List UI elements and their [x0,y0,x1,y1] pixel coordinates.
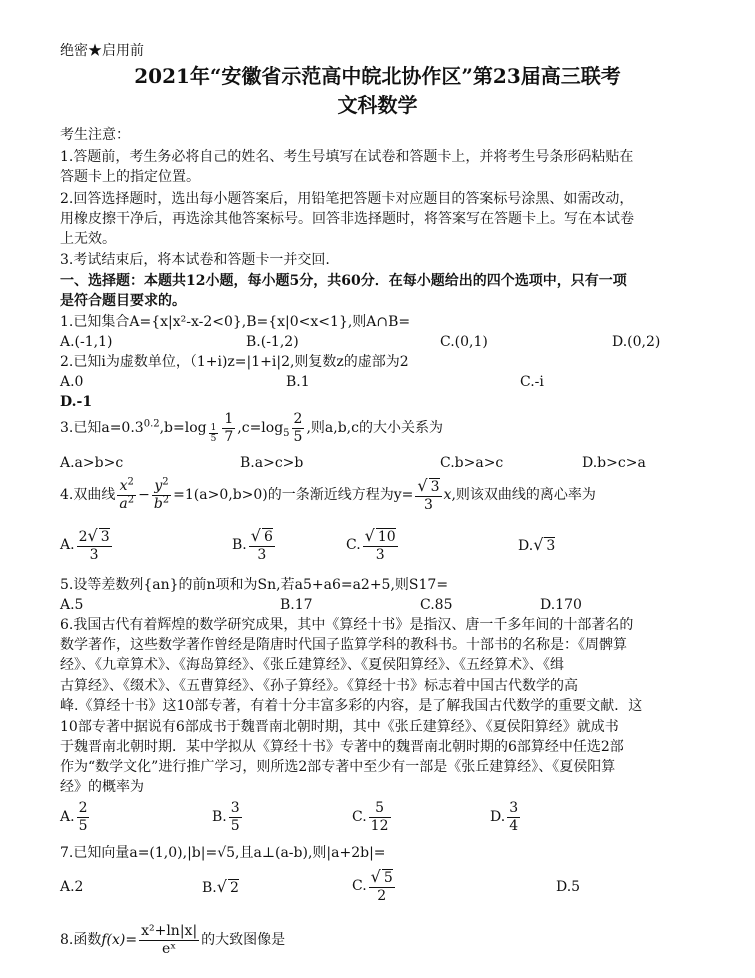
q6-option-d: D. $\frac{3}{4}$ [490,799,519,834]
q3-option-d: D.b>c>a [582,455,646,471]
q2-option-c: C.-i [520,374,544,390]
q4-option-d: D.√ 3 [518,535,556,554]
q7-option-d: D.5 [556,879,581,895]
question-6-line: 数学著作，这些数学著作曾经是隋唐时代国子监算学科的教科书。十部书的名称是：《周髀算 [60,637,627,653]
q5-option-d: D.170 [540,597,582,613]
question-8-stem: 8.函数f(x)= $\frac{\text{x²+ln|x|}}{\text{eˣ}}$ 的大致图像是 [60,922,286,957]
q4-option-c: C. $\frac{√ 10}{3}$ [346,525,396,563]
notice-line: 用橡皮擦干净后，再选涂其他答案标号。回答非选择题时，将答案写在答题卡上。写在本试卷 [60,211,634,227]
q5-option-b: B.17 [280,597,313,613]
exam-title: 2021年“安徽省示范高中皖北协作区”第23届高三联考 [134,64,621,88]
notice-line: 上无效。 [60,231,116,247]
question-6-line: 古算经》、《缀术》、《五曹算经》、《孙子算经》。《算经十书》标志着中国古代数学的高 [60,678,578,694]
q2-option-a: A.0 [60,374,84,390]
notice-line: 2.回答选择题时，选出每小题答案后，用铅笔把答题卡对应题目的答案标号涂黑、如需改动， [60,191,634,207]
q2-option-b: B.1 [286,374,310,390]
q6-option-b: B. $\frac{3}{5}$ [212,799,240,834]
q1-option-d: D.(0,2) [612,334,661,350]
question-6-line: 于魏晋南北朝时期．某中学拟从《算经十书》专著中的魏晋南北朝时期的6部算经中任选2部 [60,739,624,755]
q1-option-b: B.(-1,2) [246,334,299,350]
question-2-stem: 2.已知i为虚数单位，（1+i)z=|1+i|2,则复数z的虚部为2 [60,354,409,370]
notice-line: 3.考试结束后，将本试卷和答题卡一并交回. [60,252,330,268]
question-6-line: 10部专著中据说有6部成书于魏晋南北朝时期，其中《张丘建算经》、《夏侯阳算经》就成书 [60,719,619,735]
notice-heading: 考生注意： [60,127,130,143]
q5-option-a: A.5 [60,597,84,613]
question-6-line: 6.我国古代有着辉煌的数学研究成果，其中《算经十书》是指汉、唐一千多年间的十部著名的 [60,617,634,633]
notice-line: 1.答题前，考生务必将自己的姓名、考生号填写在试卷和答题卡上，并将考生号条形码粘贴在 [60,149,634,165]
q7-option-c: C. $\frac{√ 5}{2}$ [352,866,393,904]
q3-option-c: C.b>a>c [440,455,504,471]
q1-option-c: C.(0,1) [440,334,488,350]
question-7-stem: 7.已知向量a=(1,0),|b|=√5,且a⊥(a-b),则|a+2b|= [60,845,386,861]
exam-subject: 文科数学 [337,93,418,117]
q7-option-a: A.2 [60,879,84,895]
question-3-stem: 3.已知$a=0.3^{0.2},b=\log$ $_{\frac{1}{5}}$ $\frac{1}{7}$ $,c=\log_5$ $\frac{2}{5}$ ,则a,b,c的大小关系为 [60,410,443,445]
question-5-stem: 5.设等差数列{an}的前n项和为Sn,若a5+a6=a2+5,则S17= [60,577,449,593]
q6-option-a: A. $\frac{2}{5}$ [60,799,88,834]
question-6-line: 峰.《算经十书》这10部专著，有着十分丰富多彩的内容，是了解我国古代数学的重要文献．这 [60,698,643,714]
notice-line: 答题卡上的指定位置。 [60,169,200,185]
question-6-line: 作为“数学文化”进行推广学习，则所选2部专著中至少有一部是《张丘建算经》、《夏侯阳算 [60,759,616,775]
secret-label: 绝密★启用前 [60,43,144,59]
question-6-line: 经》、《九章算术》、《海岛算经》、《张丘建算经》、《夏侯阳算经》、《五经算术》、《缉 [60,657,564,673]
q2-option-d: D.-1 [60,394,93,410]
section-heading: 一、选择题：本题共12小题，每小题5分，共60分．在每小题给出的四个选项中，只有一项 [60,273,627,289]
q4-option-a: A. $\frac{2√ 3}{3}$ [60,525,110,563]
q1-option-a: A.(-1,1) [60,334,113,350]
q6-option-c: C. $\frac{5}{12}$ [352,799,389,834]
question-6-line: 经》的概率为 [60,779,144,795]
q7-option-b: B.√ 2 [202,877,239,896]
q3-option-a: A.a>b>c [60,455,124,471]
q3-option-b: B.a>c>b [240,455,304,471]
question-4-stem: 4.双曲线 $\frac{x^2}{a^2}$ − $\frac{y^2}{b^2}$ =1(a>0,b>0)的一条渐近线方程为y= $\frac{√ 3}{3}$ x,则该双曲线的离心率为 [60,475,596,513]
q5-option-c: C.85 [420,597,453,613]
q4-option-b: B. $\frac{√ 6}{3}$ [232,525,273,563]
question-1-stem: 1.已知集合A={x|x²-x-2<0},B={x|0<x<1},则A∩B= [60,314,411,330]
section-heading-cont: 是符合题目要求的。 [60,293,186,309]
